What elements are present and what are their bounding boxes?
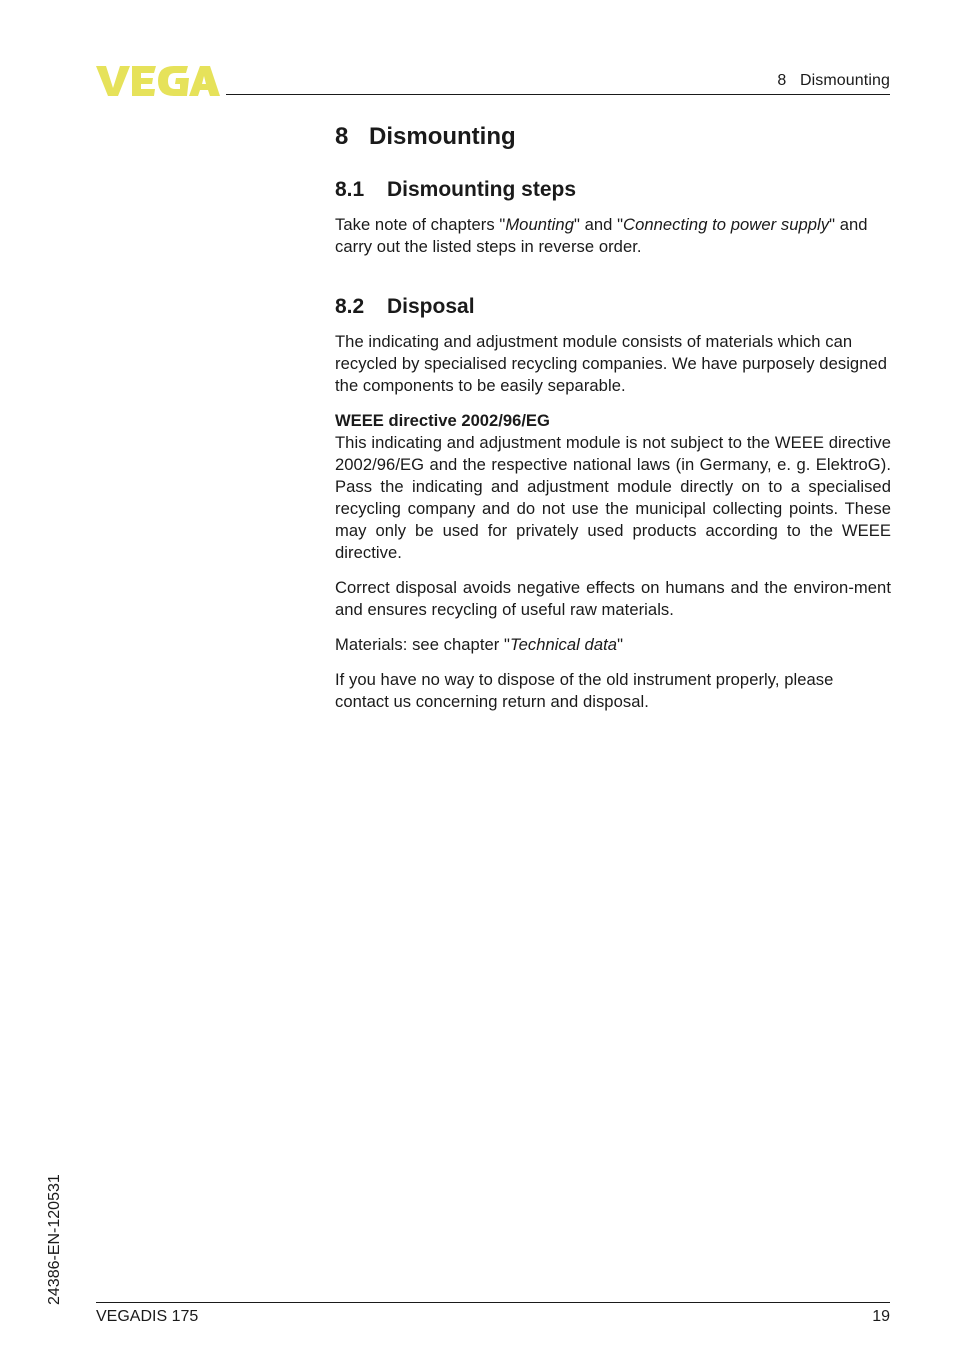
- section-title: Disposal: [387, 295, 475, 318]
- section-title: Dismounting steps: [387, 178, 577, 201]
- document-id: 24386-EN-120531: [46, 1174, 63, 1305]
- footer-product-name: VEGADIS 175: [96, 1308, 199, 1325]
- footer-rule: [96, 1302, 890, 1303]
- correct-disposal-paragraph: Correct disposal avoids negative effects on humans and the environ-ment and ensures recycling of useful raw materials.: [335, 578, 891, 619]
- chapter-title: Dismounting: [369, 123, 516, 150]
- dismounting-steps-paragraph: [335, 214, 891, 258]
- section-heading-disposal: [335, 293, 891, 321]
- chapter-reference-power-supply: Connecting to power supply: [623, 215, 830, 234]
- text-run: " and carry out the listed steps in reverse order.: [335, 215, 868, 256]
- text-run: Materials: see chapter ": [335, 635, 510, 654]
- chapter-number: 8: [335, 123, 349, 150]
- weee-paragraph: This indicating and adjustment module is not subject to the WEEE directive 2002/96/EG and the respective national laws (in Germany, e. g. ElektroG). Pass the indicating and adjustment module directly on to a specialised recycling company and do not use the municipal collecting points. These may only be used for privately used products according to the WEEE directive.: [335, 433, 891, 562]
- text-run: ": [617, 635, 624, 654]
- section-heading-dismounting-steps: [335, 176, 891, 204]
- main-content: [335, 122, 891, 726]
- vega-logo: [96, 64, 220, 98]
- footer-page-number: 19: [872, 1308, 890, 1325]
- text-run: Take note of chapters ": [335, 215, 506, 234]
- chapter-reference-mounting: Mounting: [505, 215, 574, 234]
- section-number: 8.2: [335, 295, 365, 318]
- return-disposal-paragraph: If you have no way to dispose of the old instrument properly, please contact us concerning return and disposal.: [335, 670, 834, 711]
- materials-reference-paragraph: [335, 634, 891, 656]
- text-run: " and ": [573, 215, 624, 234]
- running-head: 8 Dismounting: [777, 72, 890, 89]
- chapter-heading: [335, 122, 891, 152]
- weee-heading: WEEE directive 2002/96/EG: [335, 411, 550, 430]
- header-rule: [226, 94, 890, 95]
- chapter-reference-technical-data: Technical data: [509, 635, 618, 654]
- disposal-paragraph-materials: The indicating and adjustment module consists of materials which can recycled by specialised recycling companies. We have purposely designed the components to be easily separable.: [335, 332, 888, 395]
- section-number: 8.1: [335, 178, 365, 201]
